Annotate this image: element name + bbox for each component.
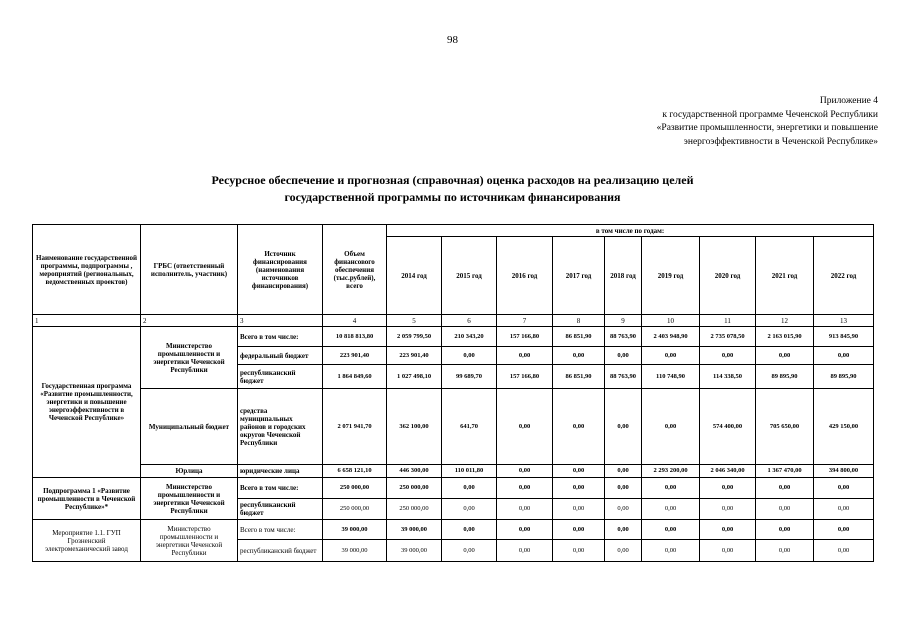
value-cell: 2 735 078,50 xyxy=(700,327,756,347)
source-cell: Всего в том числе: xyxy=(238,327,323,347)
col-number: 13 xyxy=(814,315,874,327)
value-cell: 0,00 xyxy=(553,499,605,520)
header-year: 2017 год xyxy=(553,237,605,315)
value-cell: 446 300,00 xyxy=(387,465,442,478)
appendix-note xyxy=(657,95,878,149)
value-cell: 0,00 xyxy=(814,347,874,365)
value-cell: 0,00 xyxy=(642,389,700,465)
value-cell: 2 403 948,90 xyxy=(642,327,700,347)
col-number: 11 xyxy=(700,315,756,327)
value-cell: 0,00 xyxy=(605,465,642,478)
subprogram-name: Подпрограмма 1 «Развитие промышленности в Чеченской Республике»* xyxy=(33,478,141,520)
value-cell: 39 000,00 xyxy=(323,540,387,562)
value-cell: 223 901,40 xyxy=(323,347,387,365)
value-cell: 0,00 xyxy=(497,347,553,365)
header-by-years: в том числе по годам: xyxy=(387,225,874,237)
value-cell: 0,00 xyxy=(700,347,756,365)
header-year: 2019 год xyxy=(642,237,700,315)
value-cell: 250 000,00 xyxy=(323,499,387,520)
value-cell: 0,00 xyxy=(756,478,814,499)
source-cell: средства муниципальных районов и городских округов Чеченской Республики xyxy=(238,389,323,465)
column-number-row xyxy=(33,315,874,327)
value-cell: 362 100,00 xyxy=(387,389,442,465)
source-cell: юридические лица xyxy=(238,465,323,478)
source-cell: федеральный бюджет xyxy=(238,347,323,365)
source-cell: Всего в том числе: xyxy=(238,478,323,499)
value-cell: 1 027 498,10 xyxy=(387,365,442,389)
source-cell: республиканский бюджет xyxy=(238,540,323,562)
value-cell: 0,00 xyxy=(814,540,874,562)
table-row xyxy=(33,478,874,499)
title-line: государственной программы по источникам финансирования xyxy=(284,190,621,204)
program-grbs-legal: Юрлица xyxy=(141,465,238,478)
table-row xyxy=(33,327,874,347)
col-number: 7 xyxy=(497,315,553,327)
value-cell: 89 895,90 xyxy=(814,365,874,389)
value-cell: 641,70 xyxy=(442,389,497,465)
value-cell: 88 763,90 xyxy=(605,327,642,347)
value-cell: 0,00 xyxy=(605,347,642,365)
program-grbs: Министерство промышленности и энергетики Чеченской Республики xyxy=(141,327,238,389)
subprogram-grbs: Министерство промышленности и энергетики Чеченской Республики xyxy=(141,478,238,520)
value-cell: 0,00 xyxy=(756,520,814,540)
value-cell: 0,00 xyxy=(442,520,497,540)
col-number: 10 xyxy=(642,315,700,327)
value-cell: 250 000,00 xyxy=(323,478,387,499)
col-number: 8 xyxy=(553,315,605,327)
header-year: 2016 год xyxy=(497,237,553,315)
value-cell: 0,00 xyxy=(605,540,642,562)
value-cell: 110 011,80 xyxy=(442,465,497,478)
measure-name: Мероприятие 1.1. ГУП Грозненский электромеханический завод xyxy=(33,520,141,562)
header-volume: Объем финансового обеспечения (тыс.рублей), всего xyxy=(323,225,387,315)
value-cell: 0,00 xyxy=(642,520,700,540)
value-cell: 157 166,80 xyxy=(497,365,553,389)
value-cell: 0,00 xyxy=(497,520,553,540)
program-name: Государственная программа «Развитие промышленности, энергетики и повышение энергоэффективности в Чеченской Республике» xyxy=(33,327,141,478)
value-cell: 0,00 xyxy=(700,478,756,499)
table-row xyxy=(33,465,874,478)
col-number: 9 xyxy=(605,315,642,327)
header-year: 2018 год xyxy=(605,237,642,315)
col-number: 2 xyxy=(141,315,238,327)
value-cell: 2 293 200,00 xyxy=(642,465,700,478)
value-cell: 2 163 015,90 xyxy=(756,327,814,347)
source-cell: Всего в том числе: xyxy=(238,520,323,540)
col-number: 1 xyxy=(33,315,141,327)
value-cell: 0,00 xyxy=(442,347,497,365)
value-cell: 0,00 xyxy=(605,499,642,520)
value-cell: 0,00 xyxy=(756,499,814,520)
value-cell: 0,00 xyxy=(642,478,700,499)
appendix-line: Приложение 4 xyxy=(819,96,878,106)
col-number: 3 xyxy=(238,315,323,327)
header-year: 2020 год xyxy=(700,237,756,315)
value-cell: 0,00 xyxy=(553,465,605,478)
value-cell: 0,00 xyxy=(756,347,814,365)
value-cell: 913 845,90 xyxy=(814,327,874,347)
value-cell: 223 901,40 xyxy=(387,347,442,365)
value-cell: 10 818 813,80 xyxy=(323,327,387,347)
document-title xyxy=(0,172,905,206)
value-cell: 0,00 xyxy=(814,478,874,499)
value-cell: 0,00 xyxy=(700,499,756,520)
value-cell: 0,00 xyxy=(497,540,553,562)
value-cell: 0,00 xyxy=(700,540,756,562)
value-cell: 0,00 xyxy=(442,540,497,562)
col-number: 6 xyxy=(442,315,497,327)
value-cell: 0,00 xyxy=(605,520,642,540)
header-year: 2022 год xyxy=(814,237,874,315)
value-cell: 114 338,50 xyxy=(700,365,756,389)
value-cell: 0,00 xyxy=(642,499,700,520)
value-cell: 394 800,00 xyxy=(814,465,874,478)
value-cell: 0,00 xyxy=(497,465,553,478)
table-row xyxy=(33,389,874,465)
value-cell: 86 851,90 xyxy=(553,327,605,347)
value-cell: 0,00 xyxy=(814,520,874,540)
value-cell: 574 400,00 xyxy=(700,389,756,465)
value-cell: 0,00 xyxy=(497,389,553,465)
header-grbs: ГРБС (ответственный исполнитель, участник) xyxy=(141,225,238,315)
value-cell: 0,00 xyxy=(553,347,605,365)
value-cell: 0,00 xyxy=(553,520,605,540)
value-cell: 39 000,00 xyxy=(387,540,442,562)
value-cell: 39 000,00 xyxy=(323,520,387,540)
appendix-line: к государственной программе Чеченской Республики xyxy=(662,109,878,120)
value-cell: 0,00 xyxy=(497,478,553,499)
value-cell: 429 150,00 xyxy=(814,389,874,465)
value-cell: 6 658 121,10 xyxy=(323,465,387,478)
table-row xyxy=(33,520,874,540)
financing-table xyxy=(32,224,874,562)
value-cell: 0,00 xyxy=(700,520,756,540)
source-cell: республиканский бюджет xyxy=(238,499,323,520)
value-cell: 0,00 xyxy=(497,499,553,520)
value-cell: 2 059 799,50 xyxy=(387,327,442,347)
value-cell: 2 046 340,00 xyxy=(700,465,756,478)
value-cell: 705 650,00 xyxy=(756,389,814,465)
value-cell: 0,00 xyxy=(814,499,874,520)
value-cell: 0,00 xyxy=(605,389,642,465)
col-number: 12 xyxy=(756,315,814,327)
measure-grbs: Министерство промышленности и энергетики Чеченской Республики xyxy=(141,520,238,562)
header-name: Наименование государственной программы, подпрограммы , мероприятий (региональных, ведомственных проектов) xyxy=(33,225,141,315)
value-cell: 2 071 941,70 xyxy=(323,389,387,465)
header-year: 2014 год xyxy=(387,237,442,315)
value-cell: 0,00 xyxy=(442,499,497,520)
value-cell: 0,00 xyxy=(553,540,605,562)
header-source: Источник финансирования (наименования источников финансирования) xyxy=(238,225,323,315)
header-year: 2021 год xyxy=(756,237,814,315)
header-year: 2015 год xyxy=(442,237,497,315)
title-line: Ресурсное обеспечение и прогнозная (справочная) оценка расходов на реализацию целей xyxy=(211,173,694,187)
value-cell: 1 864 849,60 xyxy=(323,365,387,389)
value-cell: 88 763,90 xyxy=(605,365,642,389)
page-number: 98 xyxy=(447,34,458,46)
value-cell: 0,00 xyxy=(642,347,700,365)
value-cell: 110 748,90 xyxy=(642,365,700,389)
appendix-line: «Развитие промышленности, энергетики и повышение xyxy=(656,123,878,133)
value-cell: 86 851,90 xyxy=(553,365,605,389)
value-cell: 0,00 xyxy=(605,478,642,499)
col-number: 5 xyxy=(387,315,442,327)
appendix-line: энергоэффективности в Чеченской Республике» xyxy=(683,136,878,147)
value-cell: 210 343,20 xyxy=(442,327,497,347)
source-cell: республиканский бюджет xyxy=(238,365,323,389)
value-cell: 1 367 470,00 xyxy=(756,465,814,478)
program-grbs-municipal: Муниципальный бюджет xyxy=(141,389,238,465)
value-cell: 250 000,00 xyxy=(387,499,442,520)
value-cell: 0,00 xyxy=(553,389,605,465)
value-cell: 99 689,70 xyxy=(442,365,497,389)
value-cell: 250 000,00 xyxy=(387,478,442,499)
value-cell: 89 895,90 xyxy=(756,365,814,389)
value-cell: 0,00 xyxy=(442,478,497,499)
value-cell: 39 000,00 xyxy=(387,520,442,540)
col-number: 4 xyxy=(323,315,387,327)
value-cell: 0,00 xyxy=(756,540,814,562)
value-cell: 0,00 xyxy=(553,478,605,499)
value-cell: 157 166,80 xyxy=(497,327,553,347)
value-cell: 0,00 xyxy=(642,540,700,562)
